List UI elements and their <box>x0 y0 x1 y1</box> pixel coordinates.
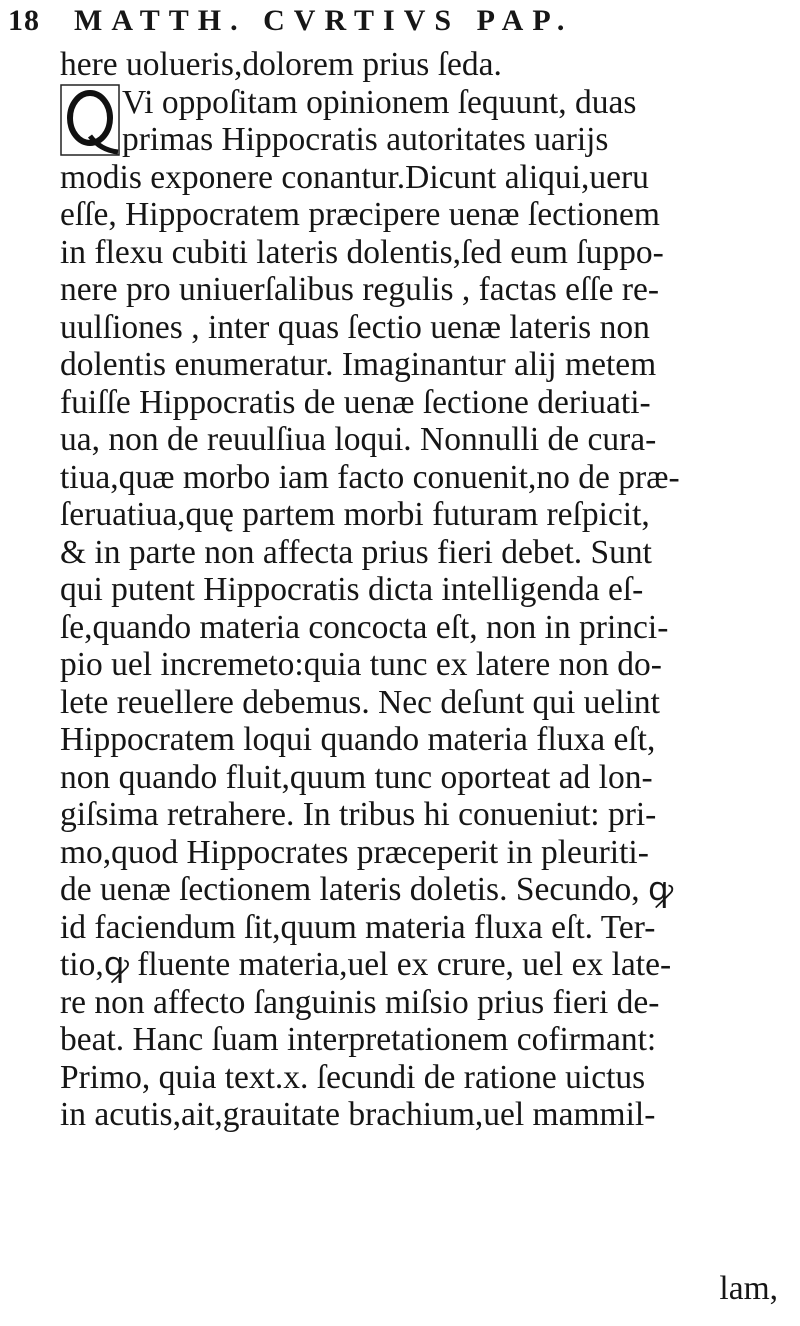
text-line: ſeruatiua,quę partem morbi futuram reſpicit, <box>60 496 650 533</box>
text-line: Hippocratem loqui quando materia fluxa eſt, <box>60 721 656 758</box>
text-line: non quando fluit,quum tunc oporteat ad lon- <box>60 758 653 796</box>
text-line: ua, non de reuulſiua loqui. Nonnulli de cura- <box>60 421 657 458</box>
text-line: primas Hippocratis autoritates uarĳs <box>122 121 609 158</box>
text-line: tiua,quæ morbo iam facto conuenit,no de præ- <box>60 458 680 496</box>
page-header <box>8 4 788 44</box>
text-line: qui putent Hippocratis dicta intelligenda eſ- <box>60 571 644 608</box>
text-line: beat. Hanc ſuam interpretationem cofirmant: <box>60 1021 657 1058</box>
text-line: uulſiones , inter quas ſectio uenæ lateris non <box>60 308 650 346</box>
text-line: in flexu cubiti lateris dolentis,ſed eum ſuppo- <box>60 233 664 271</box>
text-line: id faciendum ſit,quum materia fluxa eſt. Ter- <box>60 908 656 946</box>
text-line: lete reuellere debemus. Nec deſunt qui uelint <box>60 683 660 721</box>
text-line: fuiſſe Hippocratis de uenæ ſectione deriuati- <box>60 383 651 421</box>
text-line: tio,ꝙ fluente materia,uel ex crure, uel ex late- <box>60 946 672 983</box>
text-line: & in parte non affecta prius fieri debet. Sunt <box>60 533 652 571</box>
text-line: de uenæ ſectionem lateris doletis. Secundo, ꝙ <box>60 871 674 908</box>
text-line: giſsima retrahere. In tribus hi conueniut: pri- <box>60 796 657 833</box>
text-line: nere pro uniuerſalibus regulis , factas eſſe re- <box>60 271 660 308</box>
catchword: lam, <box>719 1270 778 1307</box>
text-line: in acutis,ait,grauitate brachium,uel mammil- <box>60 1096 656 1133</box>
text-line: mo,quod Hippocrates præceperit in pleuriti- <box>60 833 649 871</box>
text-line: ſe,quando materia concocta eſt, non in princi- <box>60 608 669 646</box>
text-line: eſſe, Hippocratem præcipere uenæ ſectionem <box>60 196 660 233</box>
text-line: pio uel incremeto:quia tunc ex latere non do- <box>60 646 662 683</box>
text-line: Primo, quia text.x. ſecundi de ratione uictus <box>60 1058 646 1096</box>
text-line: here uolueris,dolorem prius ſeda. <box>60 46 502 83</box>
text-line: dolentis enumeratur. Imaginantur alĳ metem <box>60 346 657 383</box>
page-number: 18 <box>8 4 40 37</box>
text-line: Vi oppoſitam opinionem ſequunt, duas <box>122 83 637 121</box>
body-text <box>60 46 785 1134</box>
running-head: MATTH. CVRTIVS PAP. <box>74 4 574 37</box>
text-line: modis exponere conantur.Dicunt aliqui,ueru <box>60 158 649 196</box>
text-line: re non affecto ſanguinis miſsio prius fieri de- <box>60 983 660 1021</box>
